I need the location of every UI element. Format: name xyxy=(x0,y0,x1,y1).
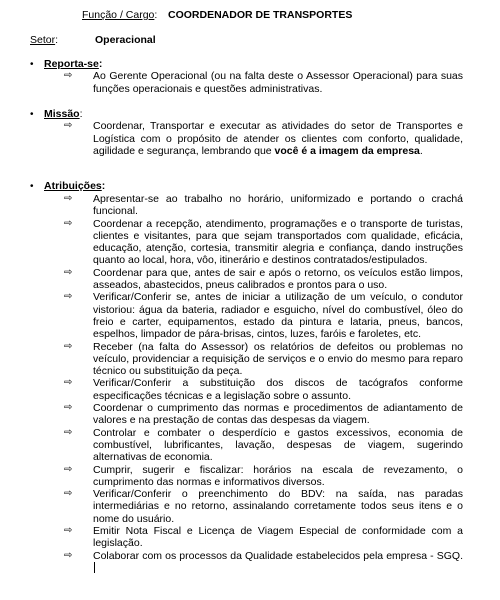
reports-colon: : xyxy=(98,58,103,70)
duties-label: Atribuições xyxy=(44,180,102,192)
duty-text: Emitir Nota Fiscal e Licença de Viagem Especial de conformidade com a legislação. xyxy=(93,525,463,550)
role-value: COORDENADOR DE TRANSPORTES xyxy=(168,9,353,21)
duty-item xyxy=(0,525,500,550)
reports-text: Ao Gerente Operacional (ou na falta deste o Assessor Operacional) para suas funções operacionais e questões administrativas. xyxy=(93,70,463,95)
sector-label-line xyxy=(30,34,58,46)
duty-item xyxy=(0,402,500,427)
duty-text: Receber (na falta do Assessor) os relatórios de defeitos ou problemas no veículo, providenciar a requisição de serviços e o envio do mesmo para reparo técnico ou substituição da peça. xyxy=(93,340,463,378)
sector-colon: : xyxy=(55,34,59,46)
duty-item xyxy=(0,341,500,378)
duty-arrow-icon: ⇨ xyxy=(64,217,73,229)
duty-text-last xyxy=(93,550,463,575)
duty-arrow-icon: ⇨ xyxy=(64,488,73,500)
reports-arrow-icon: ⇨ xyxy=(64,70,73,81)
reports-label: Reporta-se xyxy=(44,58,99,70)
role-label-line xyxy=(82,9,157,21)
duties-heading xyxy=(44,180,105,192)
duty-arrow-icon: ⇨ xyxy=(64,426,73,438)
duty-item xyxy=(0,427,500,464)
duty-arrow-icon: ⇨ xyxy=(64,402,73,414)
duty-item xyxy=(0,377,500,402)
mission-arrow-icon: ⇨ xyxy=(64,120,73,131)
duty-item xyxy=(0,488,500,525)
role-label: Função / Cargo xyxy=(82,9,155,21)
duty-text: Cumprir, sugerir e fiscalizar: horários na escala de revezamento, o cumprimento das normas e informativos diversos. xyxy=(93,463,463,488)
duty-text: Controlar e combater o desperdício e gastos excessivos, economia de combustível, lubrificantes, lavação, despesas de viagem, sugerindo alternativas de economia. xyxy=(93,426,463,464)
duties-bullet: • xyxy=(30,181,34,192)
duty-arrow-icon: ⇨ xyxy=(64,193,73,204)
duty-arrow-icon: ⇨ xyxy=(64,340,73,352)
reports-heading xyxy=(44,58,102,70)
mission-text-bold: você é a imagem da empresa xyxy=(274,145,420,158)
duty-text: Coordenar a recepção, atendimento, programações e o transporte de turistas, clientes e visitantes, para que sejam transportados com qualidade, eficácia, educação, atenção, cortesia, transmitir alegria e confiança, dando instruções quanto ao local, hora, vôo, itinerário e destinos contratados/estipulados. xyxy=(93,217,463,267)
mission-text-before: Coordenar, Transportar e executar as atividades do setor de Transportes e Logística com o propósito de atender os clientes com conforto, qualidade, agilidade e segurança, lembrando que xyxy=(93,120,463,158)
sector-label: Setor xyxy=(30,34,56,46)
duty-item xyxy=(0,218,500,267)
duty-item xyxy=(0,464,500,489)
duty-text: Coordenar o cumprimento das normas e procedimentos de adiantamento de valores e na prestação de contas das despesas da viagem. xyxy=(93,402,463,427)
duties-list xyxy=(0,193,500,574)
mission-colon: : xyxy=(79,108,83,120)
duty-arrow-icon: ⇨ xyxy=(64,377,73,389)
duty-arrow-icon: ⇨ xyxy=(64,463,73,475)
duty-text: Colaborar com os processos da Qualidade estabelecidos pela empresa - SGQ. xyxy=(93,549,463,562)
duty-item xyxy=(0,291,500,340)
duties-colon: : xyxy=(101,180,106,192)
duty-item xyxy=(0,267,500,292)
duty-item xyxy=(0,193,500,218)
duty-arrow-icon: ⇨ xyxy=(64,525,73,537)
text-cursor xyxy=(94,562,95,573)
duty-arrow-icon: ⇨ xyxy=(64,291,73,303)
sector-value: Operacional xyxy=(95,34,156,46)
duty-text: Apresentar-se ao trabalho no horário, uniformizado e portando o crachá funcional. xyxy=(93,193,463,218)
duty-arrow-icon: ⇨ xyxy=(64,549,73,561)
duty-text: Verificar/Conferir o preenchimento do BDV: na saída, nas paradas intermediárias e no retorno, assinalando corretamente todos seus itens e o nome do usuário. xyxy=(93,488,463,525)
mission-text-after: . xyxy=(419,145,423,158)
mission-bullet: • xyxy=(30,109,34,120)
duty-text: Verificar/Conferir a substituição dos discos de tacógrafos conforme especificações técnicas e a legislação sobre o assunto. xyxy=(93,377,463,402)
mission-heading xyxy=(44,108,83,120)
duty-text: Coordenar para que, antes de sair e após o retorno, os veículos estão limpos, asseados, abastecidos, pneus calibrados e prontos para o uso. xyxy=(93,266,463,292)
mission-text xyxy=(93,120,463,158)
reports-bullet: • xyxy=(30,59,34,70)
duty-text: Verificar/Conferir se, antes de iniciar a utilização de um veículo, o condutor vistoriou: água da bateria, radiador e esguicho, nível do combustível, óleo do freio e carter, equipamentos, estado da pintura e lataria, pneus, bancos, espelhos, limpador de pára-brisas, cintos, luzes, faróis e faroletes, etc. xyxy=(93,291,463,341)
duty-item xyxy=(0,550,500,575)
role-colon: : xyxy=(154,9,158,21)
mission-label: Missão xyxy=(44,108,80,120)
duty-arrow-icon: ⇨ xyxy=(64,266,73,278)
